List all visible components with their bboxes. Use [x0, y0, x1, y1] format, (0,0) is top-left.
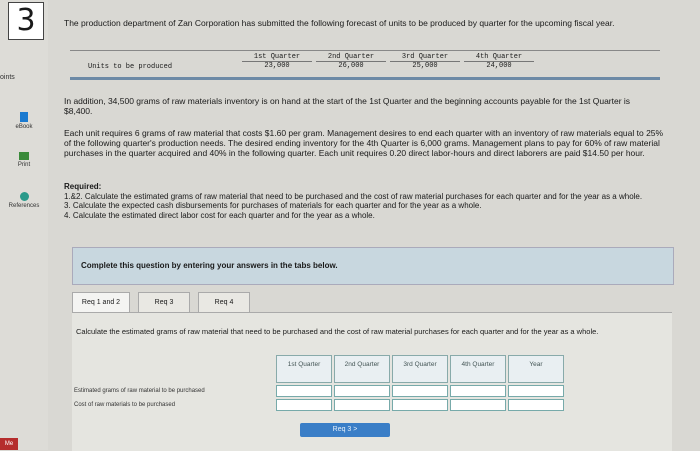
grams-q3-input[interactable]: [392, 385, 448, 397]
forecast-header: 1st Quarter: [242, 53, 312, 62]
answer-grid: [74, 355, 660, 413]
references-icon: [20, 192, 29, 201]
forecast-col-q4: [464, 53, 534, 70]
grams-q2-input[interactable]: [334, 385, 390, 397]
grid-header-q4: 4th Quarter: [450, 355, 506, 383]
forecast-value: 24,000: [486, 62, 512, 70]
grid-row-label-grams: Estimated grams of raw material to be purchased: [74, 388, 205, 394]
grid-row-label-cost: Cost of raw materials to be purchased: [74, 402, 176, 408]
required-item: 4. Calculate the estimated direct labor cost for each quarter and for the year as a whole.: [64, 210, 375, 220]
forecast-value: 26,000: [338, 62, 364, 70]
cost-year-input[interactable]: [508, 399, 564, 411]
forecast-row-label: Units to be produced: [88, 63, 173, 71]
left-sidebar: [0, 0, 48, 450]
forecast-col-q1: [242, 53, 312, 70]
forecast-col-q2: [316, 53, 386, 70]
points-label: oints: [0, 74, 15, 81]
forecast-header: 4th Quarter: [464, 53, 534, 62]
grams-q4-input[interactable]: [450, 385, 506, 397]
pane-instruction: Calculate the estimated grams of raw material that need to be purchased and the cost of raw material purchases for each quarter and for the year as a whole.: [76, 327, 599, 336]
required-item: 3. Calculate the expected cash disbursements for purchases of materials for each quarter and for the year as a whole.: [64, 201, 482, 210]
grid-header-year: Year: [508, 355, 564, 383]
forecast-table: [62, 50, 662, 78]
instruction-text: Complete this question by entering your answers in the tabs below.: [81, 261, 338, 270]
forecast-header: 3rd Quarter: [390, 53, 460, 62]
forecast-value: 23,000: [264, 62, 290, 70]
required-section: [64, 182, 654, 220]
forecast-header: 2nd Quarter: [316, 53, 386, 62]
print-icon: [19, 152, 29, 160]
cost-q2-input[interactable]: [334, 399, 390, 411]
grams-year-input[interactable]: [508, 385, 564, 397]
tab-req-3[interactable]: Req 3: [138, 292, 190, 314]
required-item: 1.&2. Calculate the estimated grams of raw material that need to be purchased and the cost of raw material purchases for each quarter and for the year as a whole.: [64, 191, 643, 201]
grid-header-q2: 2nd Quarter: [334, 355, 390, 383]
intro-text: The production department of Zan Corporation has submitted the following forecast of units to be produced by quarter for the upcoming fiscal year.: [64, 18, 615, 28]
sidebar-item-print[interactable]: [2, 152, 46, 168]
requirement-tabs: [72, 292, 672, 312]
required-title: Required:: [64, 182, 102, 191]
next-tab-button[interactable]: Req 3 >: [300, 423, 390, 437]
grid-header-q3: 3rd Quarter: [392, 355, 448, 383]
tab-req-4[interactable]: Req 4: [198, 292, 250, 314]
cost-q4-input[interactable]: [450, 399, 506, 411]
grid-header-q1: 1st Quarter: [276, 355, 332, 383]
cost-q1-input[interactable]: [276, 399, 332, 411]
sidebar-item-label: Print: [17, 162, 31, 168]
sidebar-item-references[interactable]: [2, 192, 46, 209]
sidebar-item-ebook[interactable]: [2, 112, 46, 130]
sidebar-item-label: References: [8, 203, 40, 209]
sidebar-item-label: eBook: [15, 124, 33, 130]
tab-req-1-and-2[interactable]: Req 1 and 2: [72, 292, 130, 314]
cost-q3-input[interactable]: [392, 399, 448, 411]
forecast-col-q3: [390, 53, 460, 70]
book-icon: [20, 112, 28, 122]
forecast-value: 25,000: [412, 62, 438, 70]
instruction-panel: [72, 247, 674, 285]
question-number: 3: [8, 2, 44, 40]
details-text: Each unit requires 6 grams of raw material that costs $1.60 per gram. Management desires to end each quarter with an inventory of raw materials equal to 25% of the following quarter's production needs. The desired ending inventory for the 4th Quarter is 6,000 grams. Management plans to pay for 60% of raw material purchases in the quarter acquired and 40% in the following quarter. Each unit requires 0.20 direct labor-hours and direct laborers are paid $14.50 per hour.: [64, 128, 664, 158]
grams-q1-input[interactable]: [276, 385, 332, 397]
inventory-text: In addition, 34,500 grams of raw materials inventory is on hand at the start of the 1st Quarter and the beginning accounts payable for the 1st Quarter is $8,400.: [64, 96, 631, 116]
me-badge[interactable]: Me: [0, 438, 18, 450]
question-content: [48, 0, 700, 450]
